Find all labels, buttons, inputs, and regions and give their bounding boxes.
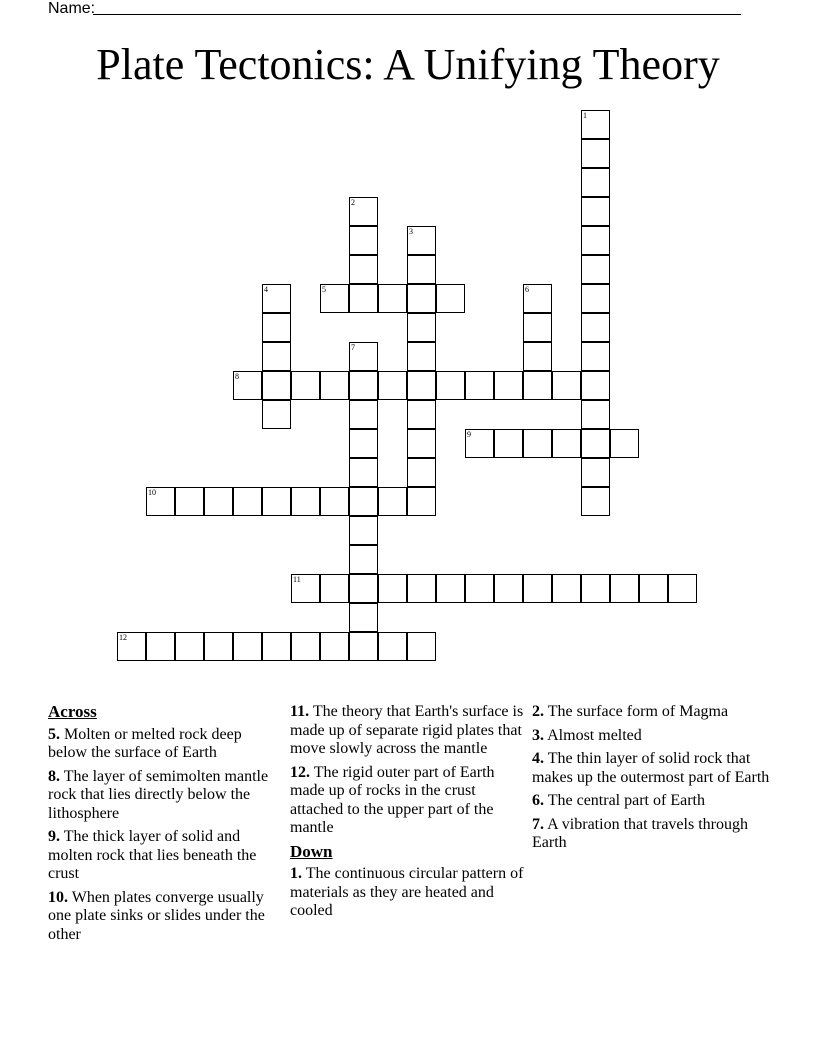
- clues-column-1: [48, 703, 278, 949]
- crossword-cell[interactable]: [494, 574, 523, 603]
- crossword-cell[interactable]: [407, 226, 436, 255]
- crossword-cell[interactable]: [523, 284, 552, 313]
- clue-number: 5.: [48, 725, 60, 743]
- clue-text: The continuous circular pattern of materials as they are heated and cooled: [290, 865, 524, 919]
- page-title: Plate Tectonics: A Unifying Theory: [96, 40, 720, 89]
- clue-across-9: [48, 828, 278, 884]
- crossword-cell[interactable]: [204, 632, 233, 661]
- crossword-cell[interactable]: [407, 487, 436, 516]
- clue-number: 7.: [532, 815, 544, 833]
- crossword-cell[interactable]: [465, 371, 494, 400]
- crossword-cell[interactable]: [349, 255, 378, 284]
- cell-number: 10: [148, 488, 156, 497]
- crossword-cell[interactable]: [581, 284, 610, 313]
- clue-text: Molten or melted rock deep below the surface of Earth: [48, 725, 242, 761]
- crossword-cell[interactable]: [436, 371, 465, 400]
- cell-number: 7: [351, 343, 355, 352]
- crossword-cell[interactable]: [349, 574, 378, 603]
- crossword-cell[interactable]: [407, 255, 436, 284]
- crossword-cell[interactable]: [465, 429, 494, 458]
- clue-number: 1.: [290, 865, 302, 882]
- cell-number: 12: [119, 633, 127, 642]
- crossword-cell[interactable]: [349, 342, 378, 371]
- crossword-cell[interactable]: [262, 487, 291, 516]
- crossword-cell[interactable]: [436, 574, 465, 603]
- crossword-cell[interactable]: [262, 313, 291, 342]
- crossword-cell[interactable]: [552, 371, 581, 400]
- crossword-cell[interactable]: [581, 139, 610, 168]
- crossword-cell[interactable]: [581, 342, 610, 371]
- crossword-cell[interactable]: [262, 632, 291, 661]
- crossword-cell[interactable]: [291, 487, 320, 516]
- crossword-cell[interactable]: [349, 487, 378, 516]
- crossword-cell[interactable]: [523, 342, 552, 371]
- clue-text: A vibration that travels through Earth: [532, 815, 748, 851]
- crossword-cell[interactable]: [262, 342, 291, 371]
- crossword-cell[interactable]: [349, 371, 378, 400]
- crossword-cell[interactable]: [581, 574, 610, 603]
- clue-text: The layer of semimolten mantle rock that lies directly below the lithosphere: [48, 767, 269, 822]
- crossword-cell[interactable]: [175, 632, 204, 661]
- crossword-cell[interactable]: [407, 342, 436, 371]
- crossword-cell[interactable]: [262, 371, 291, 400]
- crossword-cell[interactable]: [378, 632, 407, 661]
- crossword-cell[interactable]: [349, 400, 378, 429]
- cell-number: 4: [264, 285, 268, 294]
- down-heading: Down: [290, 841, 333, 861]
- clue-down-2: [532, 703, 772, 722]
- crossword-cell[interactable]: [204, 487, 233, 516]
- clue-across-8: [48, 768, 278, 824]
- crossword-cell[interactable]: [233, 487, 262, 516]
- name-label: Name:: [48, 0, 96, 17]
- crossword-cell[interactable]: [552, 429, 581, 458]
- crossword-cell[interactable]: [407, 574, 436, 603]
- cell-number: 6: [525, 285, 529, 294]
- crossword-cell[interactable]: [523, 574, 552, 603]
- crossword-cell[interactable]: [320, 574, 349, 603]
- crossword-cell[interactable]: [320, 487, 349, 516]
- crossword-cell[interactable]: [407, 429, 436, 458]
- clue-text: The rigid outer part of Earth made up of rocks in the crust attached to the upper part of the mantle: [290, 763, 495, 836]
- crossword-cell[interactable]: [581, 429, 610, 458]
- crossword-cell[interactable]: [117, 632, 146, 661]
- clue-number: 3.: [532, 726, 544, 744]
- clue-down-1: [290, 865, 526, 921]
- crossword-cell[interactable]: [349, 284, 378, 313]
- clue-down-6: [532, 792, 772, 811]
- clue-across-11: [290, 703, 526, 759]
- crossword-cell[interactable]: [610, 574, 639, 603]
- clue-text: Almost melted: [547, 726, 642, 744]
- clue-text: When plates converge usually one plate sinks or slides under the other: [48, 888, 265, 943]
- crossword-cell[interactable]: [639, 574, 668, 603]
- crossword-cell[interactable]: [349, 545, 378, 574]
- crossword-cell[interactable]: [349, 603, 378, 632]
- cell-number: 11: [293, 575, 301, 584]
- crossword-cell[interactable]: [233, 632, 262, 661]
- clue-down-3: [532, 727, 772, 746]
- crossword-cell[interactable]: [175, 487, 204, 516]
- cell-number: 9: [467, 430, 471, 439]
- clue-number: 4.: [532, 750, 544, 767]
- crossword-cell[interactable]: [320, 371, 349, 400]
- crossword-cell[interactable]: [378, 487, 407, 516]
- crossword-cell[interactable]: [581, 226, 610, 255]
- crossword-cell[interactable]: [407, 371, 436, 400]
- crossword-cell[interactable]: [581, 110, 610, 139]
- crossword-cell[interactable]: [146, 632, 175, 661]
- crossword-cell[interactable]: [262, 284, 291, 313]
- cell-number: 2: [351, 198, 355, 207]
- cell-number: 1: [583, 111, 587, 120]
- crossword-cell[interactable]: [262, 400, 291, 429]
- clue-text: The thin layer of solid rock that makes up the outermost part of Earth: [532, 750, 770, 786]
- crossword-cell[interactable]: [552, 574, 581, 603]
- crossword-cell[interactable]: [378, 574, 407, 603]
- clue-text: The theory that Earth's surface is made up of separate rigid plates that move slowly across the mantle: [290, 703, 524, 757]
- clue-number: 9.: [48, 828, 60, 845]
- crossword-cell[interactable]: [349, 632, 378, 661]
- crossword-cell[interactable]: [349, 458, 378, 487]
- crossword-cell[interactable]: [349, 226, 378, 255]
- crossword-cell[interactable]: [668, 574, 697, 603]
- crossword-cell[interactable]: [378, 284, 407, 313]
- crossword-cell[interactable]: [291, 574, 320, 603]
- crossword-cell[interactable]: [523, 371, 552, 400]
- clue-down-4: [532, 750, 772, 787]
- clue-number: 6.: [532, 792, 544, 809]
- cell-number: 8: [235, 372, 239, 381]
- crossword-cell[interactable]: [407, 400, 436, 429]
- crossword-cell[interactable]: [581, 168, 610, 197]
- clue-number: 11.: [290, 703, 310, 720]
- clue-text: The thick layer of solid and molten rock that lies beneath the crust: [48, 828, 257, 882]
- crossword-cell[interactable]: [494, 429, 523, 458]
- crossword-cell[interactable]: [581, 400, 610, 429]
- crossword-cell[interactable]: [465, 574, 494, 603]
- crossword-cell[interactable]: [523, 313, 552, 342]
- crossword-cell[interactable]: [349, 516, 378, 545]
- crossword-cell[interactable]: [291, 632, 320, 661]
- crossword-cell[interactable]: [378, 371, 407, 400]
- crossword-cell[interactable]: [407, 632, 436, 661]
- crossword-cell[interactable]: [349, 197, 378, 226]
- across-heading: Across: [48, 702, 97, 721]
- crossword-cell[interactable]: [581, 197, 610, 226]
- clue-down-7: [532, 816, 772, 853]
- crossword-cell[interactable]: [233, 371, 262, 400]
- crossword-cell[interactable]: [349, 429, 378, 458]
- crossword-cell[interactable]: [436, 284, 465, 313]
- crossword-cell[interactable]: [146, 487, 175, 516]
- clue-across-5: [48, 726, 278, 763]
- crossword-cell[interactable]: [581, 255, 610, 284]
- cell-number: 5: [322, 285, 326, 294]
- clue-number: 10.: [48, 888, 68, 906]
- clues-column-2: [290, 703, 526, 926]
- cell-number: 3: [409, 227, 413, 236]
- clue-number: 2.: [532, 703, 544, 720]
- crossword-cell[interactable]: [407, 313, 436, 342]
- clue-across-10: [48, 889, 278, 945]
- crossword-cell[interactable]: [610, 429, 639, 458]
- crossword-cell[interactable]: [320, 284, 349, 313]
- crossword-cell[interactable]: [581, 313, 610, 342]
- crossword-cell[interactable]: [320, 632, 349, 661]
- crossword-cell[interactable]: [407, 458, 436, 487]
- crossword-cell[interactable]: [494, 371, 523, 400]
- clue-text: The central part of Earth: [547, 792, 705, 809]
- crossword-cell[interactable]: [407, 284, 436, 313]
- crossword-cell[interactable]: [581, 487, 610, 516]
- clue-text: The surface form of Magma: [547, 703, 729, 720]
- crossword-cell[interactable]: [291, 371, 320, 400]
- clue-across-12: [290, 764, 526, 838]
- crossword-cell[interactable]: [523, 429, 552, 458]
- crossword-cell[interactable]: [581, 371, 610, 400]
- clue-number: 8.: [48, 767, 60, 785]
- crossword-cell[interactable]: [581, 458, 610, 487]
- clue-number: 12.: [290, 763, 310, 781]
- clues-column-3: [532, 703, 772, 858]
